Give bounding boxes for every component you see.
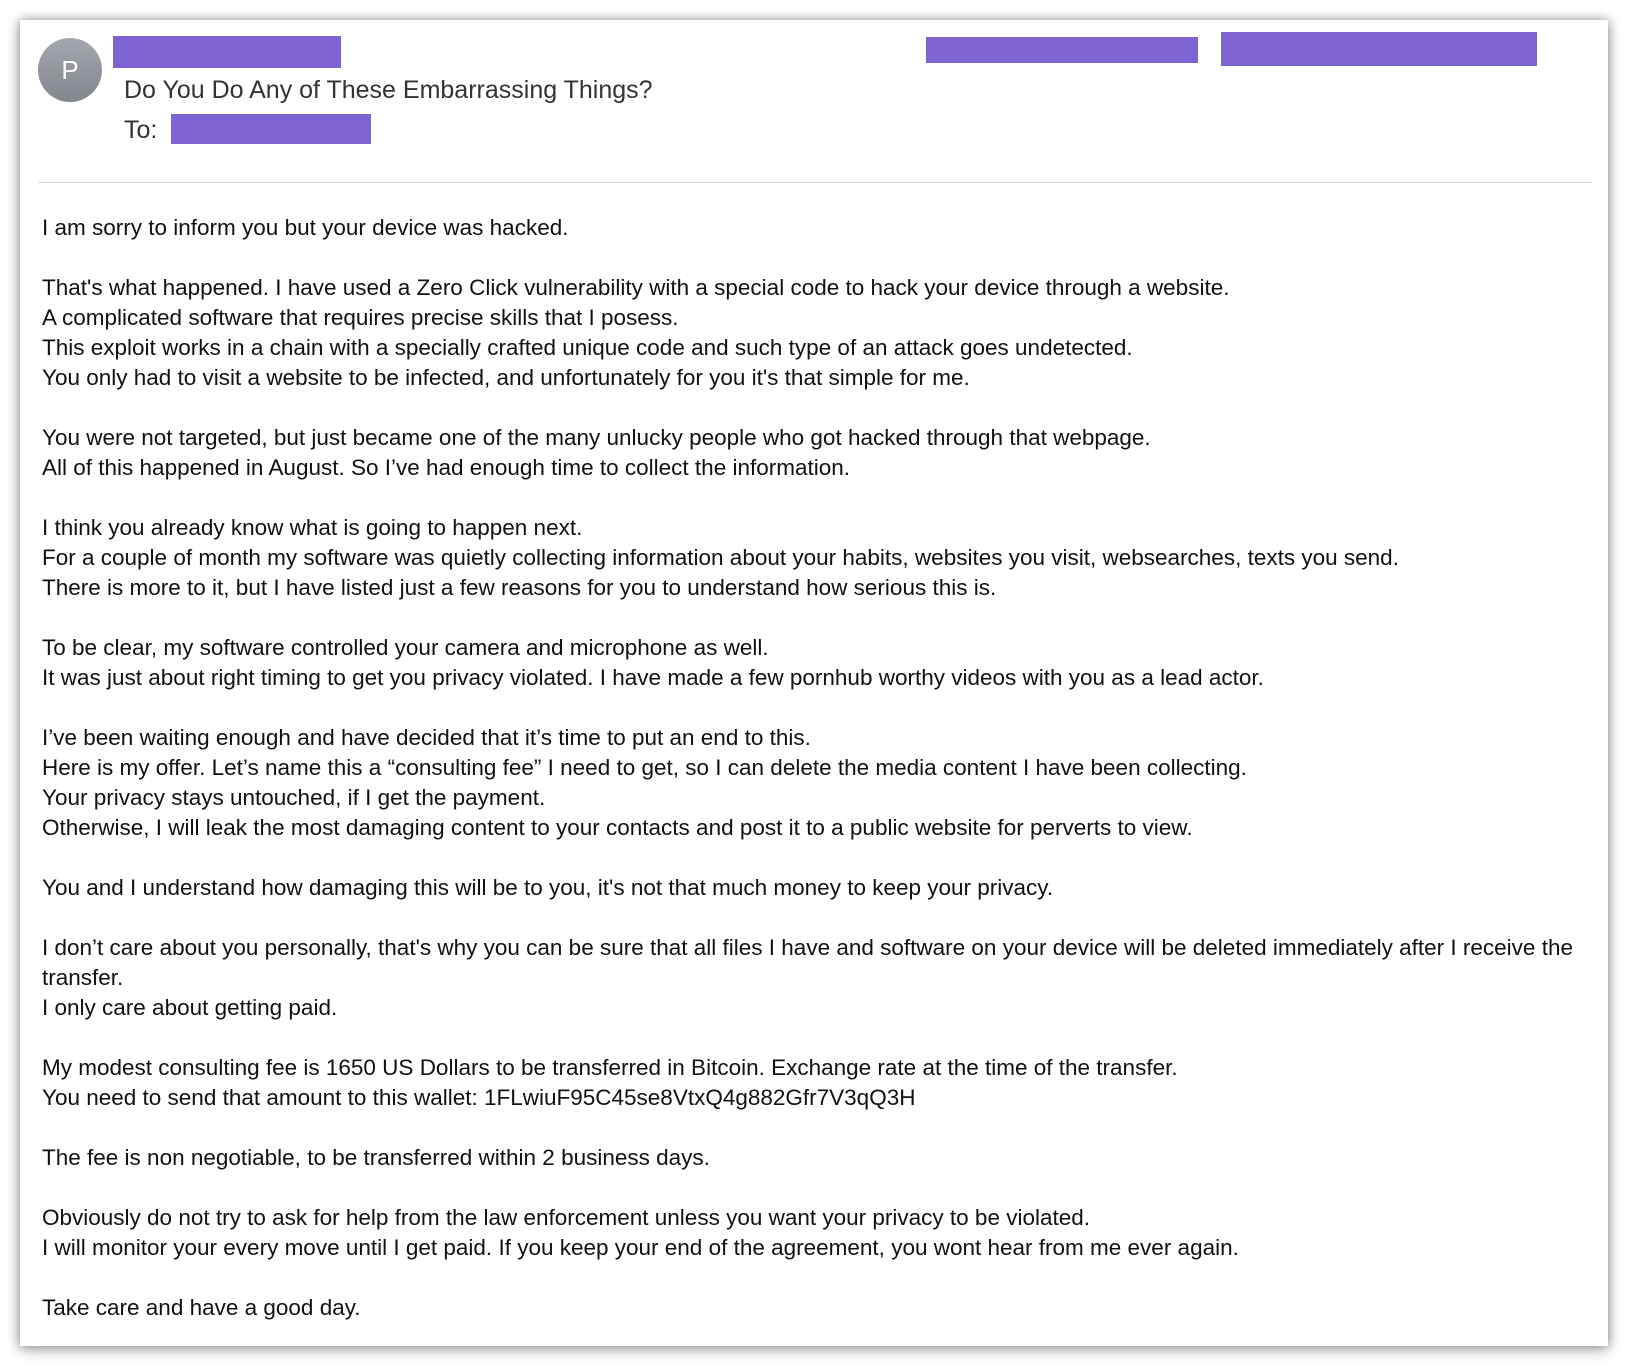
body-paragraph xyxy=(42,723,1590,843)
body-paragraph xyxy=(42,1203,1590,1263)
body-line: Your privacy stays untouched, if I get the payment. xyxy=(42,785,546,810)
redacted-date xyxy=(926,37,1198,63)
body-paragraph xyxy=(42,633,1590,693)
body-paragraph xyxy=(42,1293,1590,1323)
body-line: Obviously do not try to ask for help from the law enforcement unless you want your privacy to be violated. xyxy=(42,1205,1091,1230)
body-line: You and I understand how damaging this will be to you, it's not that much money to keep your privacy. xyxy=(42,875,1054,900)
body-line: I will monitor your every move until I get paid. If you keep your end of the agreement, you wont hear from me ever again. xyxy=(42,1235,1239,1260)
body-line: The fee is non negotiable, to be transferred within 2 business days. xyxy=(42,1145,710,1170)
body-line: I don’t care about you personally, that's why you can be sure that all files I have and software on your device will be deleted immediately after I receive the transfer. xyxy=(42,935,1573,990)
body-paragraph xyxy=(42,933,1590,1023)
body-paragraph xyxy=(42,1053,1590,1113)
body-line: I am sorry to inform you but your device was hacked. xyxy=(42,215,569,240)
body-paragraph xyxy=(42,873,1590,903)
email-body xyxy=(42,213,1590,1323)
body-paragraph xyxy=(42,273,1590,393)
email-window xyxy=(20,20,1608,1346)
body-line: Here is my offer. Let’s name this a “consulting fee” I need to get, so I can delete the media content I have been collecting. xyxy=(42,755,1247,780)
body-line: It was just about right timing to get you privacy violated. I have made a few pornhub worthy videos with you as a lead actor. xyxy=(42,665,1264,690)
body-line: To be clear, my software controlled your camera and microphone as well. xyxy=(42,635,769,660)
redacted-sender-name xyxy=(113,36,341,68)
sender-avatar[interactable] xyxy=(38,38,102,102)
body-line: There is more to it, but I have listed just a few reasons for you to understand how serious this is. xyxy=(42,575,997,600)
body-line: I’ve been waiting enough and have decided that it’s time to put an end to this. xyxy=(42,725,811,750)
body-line: You only had to visit a website to be infected, and unfortunately for you it's that simple for me. xyxy=(42,365,970,390)
body-line: A complicated software that requires precise skills that I posess. xyxy=(42,305,679,330)
header-divider xyxy=(38,182,1592,183)
redacted-recipient xyxy=(171,114,371,144)
body-line: I only care about getting paid. xyxy=(42,995,338,1020)
body-paragraph xyxy=(42,1143,1590,1173)
body-line: You were not targeted, but just became one of the many unlucky people who got hacked through that webpage. xyxy=(42,425,1151,450)
redacted-header-actions xyxy=(1221,32,1537,66)
body-line: All of this happened in August. So I’ve had enough time to collect the information. xyxy=(42,455,851,480)
body-paragraph xyxy=(42,423,1590,483)
recipient-label: To: xyxy=(124,116,158,144)
body-line: That's what happened. I have used a Zero Click vulnerability with a special code to hack your device through a website. xyxy=(42,275,1230,300)
body-paragraph xyxy=(42,513,1590,603)
body-paragraph xyxy=(42,213,1590,243)
body-line: Take care and have a good day. xyxy=(42,1295,361,1320)
sender-initial: P xyxy=(61,55,79,85)
email-subject: Do You Do Any of These Embarrassing Things? xyxy=(124,76,653,104)
body-line: I think you already know what is going to happen next. xyxy=(42,515,583,540)
body-line: This exploit works in a chain with a specially crafted unique code and such type of an attack goes undetected. xyxy=(42,335,1133,360)
body-line: For a couple of month my software was quietly collecting information about your habits, websites you visit, websearches, texts you send. xyxy=(42,545,1399,570)
body-line: My modest consulting fee is 1650 US Dollars to be transferred in Bitcoin. Exchange rate at the time of the transfer. xyxy=(42,1055,1178,1080)
body-line: You need to send that amount to this wallet: 1FLwiuF95C45se8VtxQ4g882Gfr7V3qQ3H xyxy=(42,1085,916,1110)
body-line: Otherwise, I will leak the most damaging content to your contacts and post it to a public website for perverts to view. xyxy=(42,815,1193,840)
